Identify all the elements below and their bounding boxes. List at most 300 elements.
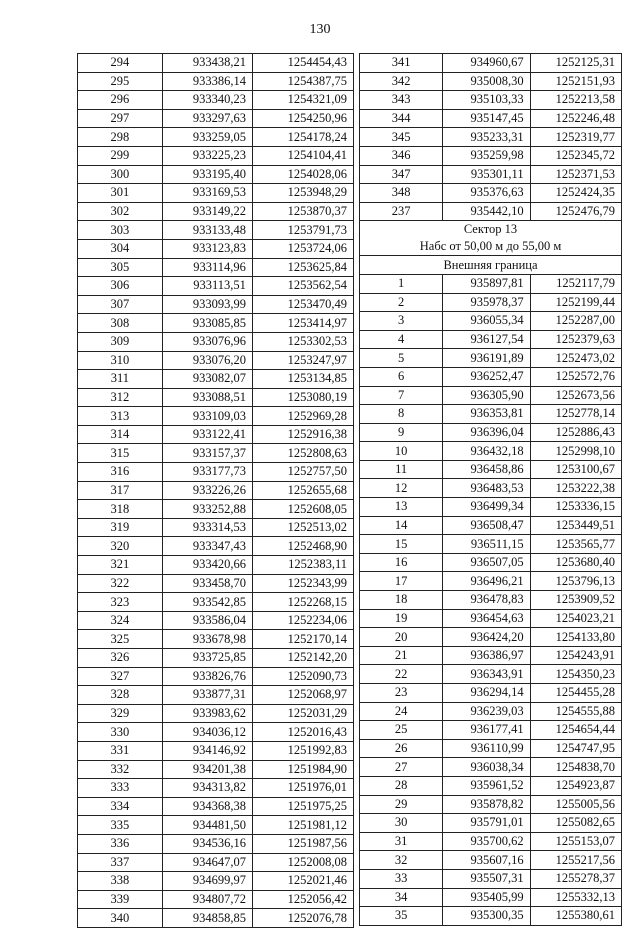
- table-row: [360, 591, 622, 610]
- table-row: [360, 405, 622, 424]
- y-coordinate-cell: 1253100,67: [530, 460, 621, 479]
- table-row: [78, 128, 354, 147]
- point-number-cell: 20: [360, 628, 443, 647]
- point-number-cell: 326: [78, 649, 163, 668]
- y-coordinate-cell: 1251987,56: [252, 834, 353, 853]
- y-coordinate-cell: 1253565,77: [530, 535, 621, 554]
- y-coordinate-cell: 1251984,90: [252, 760, 353, 779]
- point-number-cell: 296: [78, 91, 163, 110]
- y-coordinate-cell: 1252142,20: [252, 649, 353, 668]
- x-coordinate-cell: 936454,63: [443, 609, 530, 628]
- table-row: [78, 649, 354, 668]
- point-number-cell: 309: [78, 332, 163, 351]
- y-coordinate-cell: 1252916,38: [252, 425, 353, 444]
- point-number-cell: 17: [360, 572, 443, 591]
- boundary-header-row: [360, 256, 622, 275]
- table-row: [78, 314, 354, 333]
- x-coordinate-cell: 933438,21: [162, 54, 252, 73]
- point-number-cell: 335: [78, 816, 163, 835]
- x-coordinate-cell: 933347,43: [162, 537, 252, 556]
- table-row: [78, 797, 354, 816]
- table-row: [360, 460, 622, 479]
- y-coordinate-cell: 1252383,11: [252, 556, 353, 575]
- table-row: [360, 442, 622, 461]
- table-row: [360, 739, 622, 758]
- y-coordinate-cell: 1252170,14: [252, 630, 353, 649]
- point-number-cell: 2: [360, 293, 443, 312]
- y-coordinate-cell: 1253680,40: [530, 553, 621, 572]
- table-row: [78, 853, 354, 872]
- point-number-cell: 29: [360, 795, 443, 814]
- table-row: [360, 888, 622, 907]
- point-number-cell: 30: [360, 814, 443, 833]
- point-number-cell: 307: [78, 295, 163, 314]
- x-coordinate-cell: 933076,20: [162, 351, 252, 370]
- point-number-cell: 22: [360, 665, 443, 684]
- point-number-cell: 317: [78, 481, 163, 500]
- x-coordinate-cell: 936396,04: [443, 423, 530, 442]
- point-number-cell: 345: [360, 128, 443, 147]
- table-row: [78, 351, 354, 370]
- table-row: [360, 553, 622, 572]
- y-coordinate-cell: 1253948,29: [252, 184, 353, 203]
- y-coordinate-cell: 1252234,06: [252, 611, 353, 630]
- point-number-cell: 11: [360, 460, 443, 479]
- x-coordinate-cell: 934858,85: [162, 909, 252, 928]
- table-row: [360, 516, 622, 535]
- y-coordinate-cell: 1253724,06: [252, 239, 353, 258]
- y-coordinate-cell: 1252117,79: [530, 274, 621, 293]
- x-coordinate-cell: 933386,14: [162, 72, 252, 91]
- table-row: [78, 239, 354, 258]
- x-coordinate-cell: 936483,53: [443, 479, 530, 498]
- point-number-cell: 28: [360, 776, 443, 795]
- x-coordinate-cell: 933114,96: [162, 258, 252, 277]
- point-number-cell: 319: [78, 518, 163, 537]
- point-number-cell: 15: [360, 535, 443, 554]
- table-row: [360, 907, 622, 926]
- y-coordinate-cell: 1252090,73: [252, 667, 353, 686]
- y-coordinate-cell: 1255082,65: [530, 814, 621, 833]
- x-coordinate-cell: 935961,52: [443, 776, 530, 795]
- point-number-cell: 328: [78, 686, 163, 705]
- table-row: [360, 795, 622, 814]
- y-coordinate-cell: 1254250,96: [252, 109, 353, 128]
- x-coordinate-cell: 933983,62: [162, 704, 252, 723]
- x-coordinate-cell: 936499,34: [443, 498, 530, 517]
- x-coordinate-cell: 934201,38: [162, 760, 252, 779]
- y-coordinate-cell: 1252268,15: [252, 593, 353, 612]
- point-number-cell: 31: [360, 832, 443, 851]
- point-number-cell: 337: [78, 853, 163, 872]
- table-row: [78, 741, 354, 760]
- table-row: [360, 423, 622, 442]
- y-coordinate-cell: 1254454,43: [252, 54, 353, 73]
- table-row: [360, 128, 622, 147]
- point-number-cell: 308: [78, 314, 163, 333]
- table-row: [360, 274, 622, 293]
- table-row: [78, 816, 354, 835]
- point-number-cell: 4: [360, 330, 443, 349]
- table-row: [78, 704, 354, 723]
- y-coordinate-cell: 1252998,10: [530, 442, 621, 461]
- y-coordinate-cell: 1253302,53: [252, 332, 353, 351]
- table-row: [78, 109, 354, 128]
- y-coordinate-cell: 1254747,95: [530, 739, 621, 758]
- coordinates-table-right-top: [360, 54, 622, 221]
- table-row: [360, 869, 622, 888]
- x-coordinate-cell: 936239,03: [443, 702, 530, 721]
- table-row: [78, 444, 354, 463]
- point-number-cell: 16: [360, 553, 443, 572]
- table-row: [78, 481, 354, 500]
- table-row: [78, 258, 354, 277]
- y-coordinate-cell: 1253247,97: [252, 351, 353, 370]
- x-coordinate-cell: 936038,34: [443, 758, 530, 777]
- point-number-cell: 315: [78, 444, 163, 463]
- point-number-cell: 19: [360, 609, 443, 628]
- point-number-cell: 327: [78, 667, 163, 686]
- point-number-cell: 332: [78, 760, 163, 779]
- point-number-cell: 8: [360, 405, 443, 424]
- table-row: [360, 684, 622, 703]
- y-coordinate-cell: 1252673,56: [530, 386, 621, 405]
- x-coordinate-cell: 933340,23: [162, 91, 252, 110]
- point-number-cell: 1: [360, 274, 443, 293]
- point-number-cell: 321: [78, 556, 163, 575]
- x-coordinate-cell: 933586,04: [162, 611, 252, 630]
- y-coordinate-cell: 1252319,77: [530, 128, 621, 147]
- table-row: [360, 758, 622, 777]
- table-row: [360, 851, 622, 870]
- point-number-cell: 331: [78, 741, 163, 760]
- y-coordinate-cell: 1253134,85: [252, 370, 353, 389]
- point-number-cell: 312: [78, 388, 163, 407]
- y-coordinate-cell: 1254387,75: [252, 72, 353, 91]
- point-number-cell: 346: [360, 146, 443, 165]
- point-number-cell: 25: [360, 721, 443, 740]
- y-coordinate-cell: 1251992,83: [252, 741, 353, 760]
- y-coordinate-cell: 1252076,78: [252, 909, 353, 928]
- table-row: [360, 721, 622, 740]
- y-coordinate-cell: 1251975,25: [252, 797, 353, 816]
- x-coordinate-cell: 933076,96: [162, 332, 252, 351]
- table-row: [360, 109, 622, 128]
- x-coordinate-cell: 936353,81: [443, 405, 530, 424]
- x-coordinate-cell: 933149,22: [162, 202, 252, 221]
- y-coordinate-cell: 1254838,70: [530, 758, 621, 777]
- point-number-cell: 12: [360, 479, 443, 498]
- point-number-cell: 300: [78, 165, 163, 184]
- y-coordinate-cell: 1252808,63: [252, 444, 353, 463]
- y-coordinate-cell: 1252056,42: [252, 890, 353, 909]
- point-number-cell: 330: [78, 723, 163, 742]
- y-coordinate-cell: 1252757,50: [252, 463, 353, 482]
- table-row: [78, 834, 354, 853]
- point-number-cell: 344: [360, 109, 443, 128]
- point-number-cell: 318: [78, 500, 163, 519]
- y-coordinate-cell: 1252424,35: [530, 184, 621, 203]
- sector-title: Сектор 13: [463, 222, 518, 237]
- y-coordinate-cell: 1255005,56: [530, 795, 621, 814]
- y-coordinate-cell: 1253414,97: [252, 314, 353, 333]
- table-row: [78, 537, 354, 556]
- point-number-cell: 10: [360, 442, 443, 461]
- y-coordinate-cell: 1252016,43: [252, 723, 353, 742]
- table-row: [78, 463, 354, 482]
- table-row: [78, 407, 354, 426]
- x-coordinate-cell: 936110,99: [443, 739, 530, 758]
- sector-subtitle: Набс от 50,00 м до 55,00 м: [419, 239, 562, 254]
- point-number-cell: 294: [78, 54, 163, 73]
- table-row: [78, 277, 354, 296]
- table-row: [78, 890, 354, 909]
- table-row: [78, 760, 354, 779]
- x-coordinate-cell: 936511,15: [443, 535, 530, 554]
- point-number-cell: 323: [78, 593, 163, 612]
- x-coordinate-cell: 935978,37: [443, 293, 530, 312]
- x-coordinate-cell: 935300,35: [443, 907, 530, 926]
- point-number-cell: 322: [78, 574, 163, 593]
- table-row: [78, 872, 354, 891]
- sector-header-row: [360, 221, 622, 256]
- y-coordinate-cell: 1252125,31: [530, 54, 621, 73]
- x-coordinate-cell: 933252,88: [162, 500, 252, 519]
- x-coordinate-cell: 935233,31: [443, 128, 530, 147]
- table-row: [360, 628, 622, 647]
- table-row: [78, 388, 354, 407]
- boundary-title: Внешняя граница: [360, 256, 622, 275]
- point-number-cell: 339: [78, 890, 163, 909]
- point-number-cell: 314: [78, 425, 163, 444]
- table-row: [78, 593, 354, 612]
- point-number-cell: 306: [78, 277, 163, 296]
- table-row: [360, 832, 622, 851]
- x-coordinate-cell: 933877,31: [162, 686, 252, 705]
- point-number-cell: 9: [360, 423, 443, 442]
- point-number-cell: 27: [360, 758, 443, 777]
- table-row: [78, 332, 354, 351]
- table-row: [78, 630, 354, 649]
- table-row: [360, 609, 622, 628]
- table-row: [78, 295, 354, 314]
- y-coordinate-cell: 1254350,23: [530, 665, 621, 684]
- x-coordinate-cell: 934699,97: [162, 872, 252, 891]
- x-coordinate-cell: 933122,41: [162, 425, 252, 444]
- point-number-cell: 316: [78, 463, 163, 482]
- y-coordinate-cell: 1255153,07: [530, 832, 621, 851]
- table-row: [360, 814, 622, 833]
- sector-heading-cell: [360, 221, 622, 256]
- point-number-cell: 340: [78, 909, 163, 928]
- x-coordinate-cell: 936305,90: [443, 386, 530, 405]
- point-number-cell: 6: [360, 367, 443, 386]
- table-row: [360, 312, 622, 331]
- table-row: [78, 146, 354, 165]
- y-coordinate-cell: 1254023,21: [530, 609, 621, 628]
- y-coordinate-cell: 1253470,49: [252, 295, 353, 314]
- y-coordinate-cell: 1252021,46: [252, 872, 353, 891]
- x-coordinate-cell: 933678,98: [162, 630, 252, 649]
- x-coordinate-cell: 935700,62: [443, 832, 530, 851]
- coordinates-table-left-body: [78, 54, 354, 928]
- y-coordinate-cell: 1255380,61: [530, 907, 621, 926]
- x-coordinate-cell: 933542,85: [162, 593, 252, 612]
- point-number-cell: 34: [360, 888, 443, 907]
- y-coordinate-cell: 1252213,58: [530, 91, 621, 110]
- table-row: [78, 686, 354, 705]
- point-number-cell: 311: [78, 370, 163, 389]
- table-row: [78, 425, 354, 444]
- x-coordinate-cell: 934536,16: [162, 834, 252, 853]
- table-row: [78, 611, 354, 630]
- point-number-cell: 301: [78, 184, 163, 203]
- point-number-cell: 320: [78, 537, 163, 556]
- x-coordinate-cell: 935008,30: [443, 72, 530, 91]
- y-coordinate-cell: 1252969,28: [252, 407, 353, 426]
- x-coordinate-cell: 935259,98: [443, 146, 530, 165]
- point-number-cell: 295: [78, 72, 163, 91]
- point-number-cell: 313: [78, 407, 163, 426]
- y-coordinate-cell: 1255217,56: [530, 851, 621, 870]
- x-coordinate-cell: 933085,85: [162, 314, 252, 333]
- y-coordinate-cell: 1252008,08: [252, 853, 353, 872]
- x-coordinate-cell: 936478,83: [443, 591, 530, 610]
- table-row: [360, 184, 622, 203]
- x-coordinate-cell: 933157,37: [162, 444, 252, 463]
- x-coordinate-cell: 933133,48: [162, 221, 252, 240]
- x-coordinate-cell: 935791,01: [443, 814, 530, 833]
- table-row: [78, 723, 354, 742]
- coordinates-table-left: [77, 53, 354, 928]
- y-coordinate-cell: 1253796,13: [530, 572, 621, 591]
- table-row: [78, 518, 354, 537]
- y-coordinate-cell: 1255278,37: [530, 869, 621, 888]
- y-coordinate-cell: 1254028,06: [252, 165, 353, 184]
- point-number-cell: 329: [78, 704, 163, 723]
- y-coordinate-cell: 1252371,53: [530, 165, 621, 184]
- x-coordinate-cell: 933225,23: [162, 146, 252, 165]
- y-coordinate-cell: 1252031,29: [252, 704, 353, 723]
- table-row: [78, 91, 354, 110]
- x-coordinate-cell: 933109,03: [162, 407, 252, 426]
- y-coordinate-cell: 1253791,73: [252, 221, 353, 240]
- coordinates-table-right: [359, 53, 622, 926]
- y-coordinate-cell: 1253870,37: [252, 202, 353, 221]
- table-row: [360, 330, 622, 349]
- x-coordinate-cell: 933259,05: [162, 128, 252, 147]
- table-row: [78, 500, 354, 519]
- x-coordinate-cell: 936177,41: [443, 721, 530, 740]
- x-coordinate-cell: 936055,34: [443, 312, 530, 331]
- point-number-cell: 341: [360, 54, 443, 73]
- y-coordinate-cell: 1254555,88: [530, 702, 621, 721]
- coordinates-table-right-bottom: [360, 274, 622, 925]
- x-coordinate-cell: 935405,99: [443, 888, 530, 907]
- x-coordinate-cell: 936507,05: [443, 553, 530, 572]
- y-coordinate-cell: 1254923,87: [530, 776, 621, 795]
- x-coordinate-cell: 936432,18: [443, 442, 530, 461]
- y-coordinate-cell: 1252476,79: [530, 202, 621, 221]
- point-number-cell: 237: [360, 202, 443, 221]
- y-coordinate-cell: 1254243,91: [530, 646, 621, 665]
- table-row: [78, 72, 354, 91]
- point-number-cell: 298: [78, 128, 163, 147]
- table-row: [78, 221, 354, 240]
- y-coordinate-cell: 1252068,97: [252, 686, 353, 705]
- x-coordinate-cell: 934146,92: [162, 741, 252, 760]
- point-number-cell: 13: [360, 498, 443, 517]
- table-row: [78, 779, 354, 798]
- x-coordinate-cell: 936386,97: [443, 646, 530, 665]
- table-row: [78, 202, 354, 221]
- table-row: [78, 909, 354, 928]
- x-coordinate-cell: 933195,40: [162, 165, 252, 184]
- point-number-cell: 7: [360, 386, 443, 405]
- y-coordinate-cell: 1252473,02: [530, 349, 621, 368]
- x-coordinate-cell: 933458,70: [162, 574, 252, 593]
- x-coordinate-cell: 934647,07: [162, 853, 252, 872]
- y-coordinate-cell: 1253909,52: [530, 591, 621, 610]
- point-number-cell: 26: [360, 739, 443, 758]
- point-number-cell: 334: [78, 797, 163, 816]
- x-coordinate-cell: 935301,11: [443, 165, 530, 184]
- x-coordinate-cell: 935607,16: [443, 851, 530, 870]
- table-row: [360, 146, 622, 165]
- y-coordinate-cell: 1254654,44: [530, 721, 621, 740]
- x-coordinate-cell: 936496,21: [443, 572, 530, 591]
- table-row: [78, 165, 354, 184]
- point-number-cell: 299: [78, 146, 163, 165]
- y-coordinate-cell: 1251976,01: [252, 779, 353, 798]
- x-coordinate-cell: 933226,26: [162, 481, 252, 500]
- x-coordinate-cell: 936458,86: [443, 460, 530, 479]
- y-coordinate-cell: 1251981,12: [252, 816, 353, 835]
- x-coordinate-cell: 936252,47: [443, 367, 530, 386]
- x-coordinate-cell: 935878,82: [443, 795, 530, 814]
- table-row: [360, 91, 622, 110]
- point-number-cell: 3: [360, 312, 443, 331]
- table-row: [360, 776, 622, 795]
- y-coordinate-cell: 1252287,00: [530, 312, 621, 331]
- y-coordinate-cell: 1252513,02: [252, 518, 353, 537]
- y-coordinate-cell: 1252778,14: [530, 405, 621, 424]
- y-coordinate-cell: 1253336,15: [530, 498, 621, 517]
- y-coordinate-cell: 1252343,99: [252, 574, 353, 593]
- point-number-cell: 297: [78, 109, 163, 128]
- y-coordinate-cell: 1252151,93: [530, 72, 621, 91]
- x-coordinate-cell: 936424,20: [443, 628, 530, 647]
- x-coordinate-cell: 933314,53: [162, 518, 252, 537]
- point-number-cell: 343: [360, 91, 443, 110]
- y-coordinate-cell: 1253449,51: [530, 516, 621, 535]
- y-coordinate-cell: 1254321,09: [252, 91, 353, 110]
- y-coordinate-cell: 1253562,54: [252, 277, 353, 296]
- table-row: [360, 498, 622, 517]
- table-row: [360, 293, 622, 312]
- page-number: 130: [309, 22, 331, 37]
- y-coordinate-cell: 1252379,63: [530, 330, 621, 349]
- table-row: [360, 702, 622, 721]
- point-number-cell: 336: [78, 834, 163, 853]
- table-row: [360, 535, 622, 554]
- point-number-cell: 35: [360, 907, 443, 926]
- x-coordinate-cell: 933082,07: [162, 370, 252, 389]
- y-coordinate-cell: 1254104,41: [252, 146, 353, 165]
- y-coordinate-cell: 1253222,38: [530, 479, 621, 498]
- point-number-cell: 348: [360, 184, 443, 203]
- y-coordinate-cell: 1254455,28: [530, 684, 621, 703]
